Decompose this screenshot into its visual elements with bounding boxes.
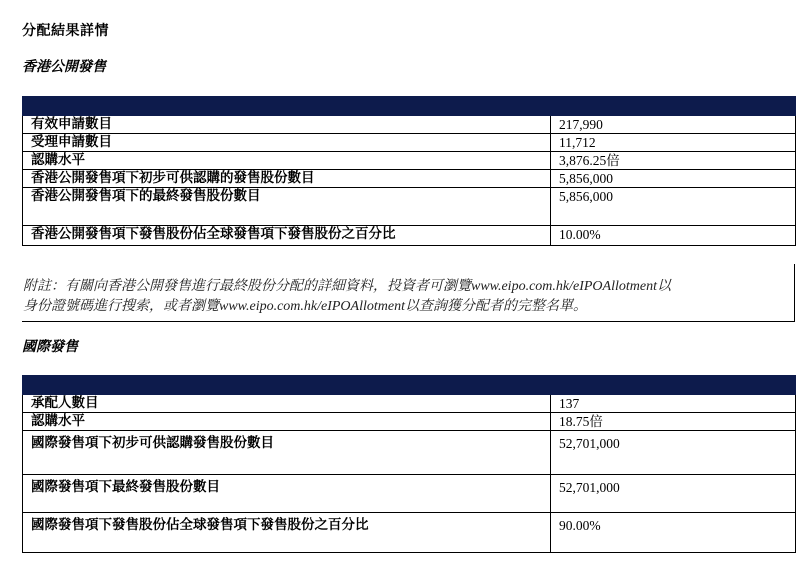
row-label: 認購水平 [23, 413, 551, 431]
table-row [23, 475, 796, 513]
table-row [23, 116, 796, 134]
row-value: 5,856,000 [551, 188, 796, 226]
allotment-note [22, 264, 795, 322]
row-value: 52,701,000 [551, 475, 796, 513]
hk-offer-table [22, 96, 796, 246]
row-value: 52,701,000 [551, 431, 796, 475]
table-row [23, 188, 796, 226]
table-row [23, 152, 796, 170]
note-line: 身份證號碼進行搜索，或者瀏覽www.eipo.com.hk/eIPOAllotment以查詢獲分配者的完整名單。 [23, 299, 587, 314]
intl-offer-heading: 國際發售 [22, 339, 78, 355]
row-value: 137 [551, 395, 796, 413]
row-label: 香港公開發售項下初步可供認購的發售股份數目 [23, 170, 551, 188]
row-value: 11,712 [551, 134, 796, 152]
table-header-band [23, 97, 796, 116]
row-label: 國際發售項下最終發售股份數目 [23, 475, 551, 513]
row-label: 國際發售項下發售股份佔全球發售項下發售股份之百分比 [23, 513, 551, 553]
table-row [23, 431, 796, 475]
row-value: 5,856,000 [551, 170, 796, 188]
table-row [23, 134, 796, 152]
row-value: 217,990 [551, 116, 796, 134]
table-row [23, 395, 796, 413]
row-value: 10.00% [551, 226, 796, 246]
page-title: 分配結果詳情 [22, 23, 109, 39]
row-label: 香港公開發售項下發售股份佔全球發售項下發售股份之百分比 [23, 226, 551, 246]
row-label: 受理申請數目 [23, 134, 551, 152]
table-row [23, 170, 796, 188]
row-label: 認購水平 [23, 152, 551, 170]
row-value: 3,876.25倍 [551, 152, 796, 170]
table-row [23, 413, 796, 431]
hk-offer-heading: 香港公開發售 [22, 59, 106, 75]
table-row [23, 226, 796, 246]
intl-offer-table [22, 375, 796, 553]
row-label: 國際發售項下初步可供認購發售股份數目 [23, 431, 551, 475]
table-header-band [23, 376, 796, 395]
row-value: 90.00% [551, 513, 796, 553]
note-line: 附註：有關向香港公開發售進行最終股份分配的詳細資料，投資者可瀏覽www.eipo.com.hk/eIPOAllotment以 [23, 279, 671, 294]
row-value: 18.75倍 [551, 413, 796, 431]
table-row [23, 513, 796, 553]
row-label: 承配人數目 [23, 395, 551, 413]
row-label: 香港公開發售項下的最終發售股份數目 [23, 188, 551, 226]
row-label: 有效申請數目 [23, 116, 551, 134]
